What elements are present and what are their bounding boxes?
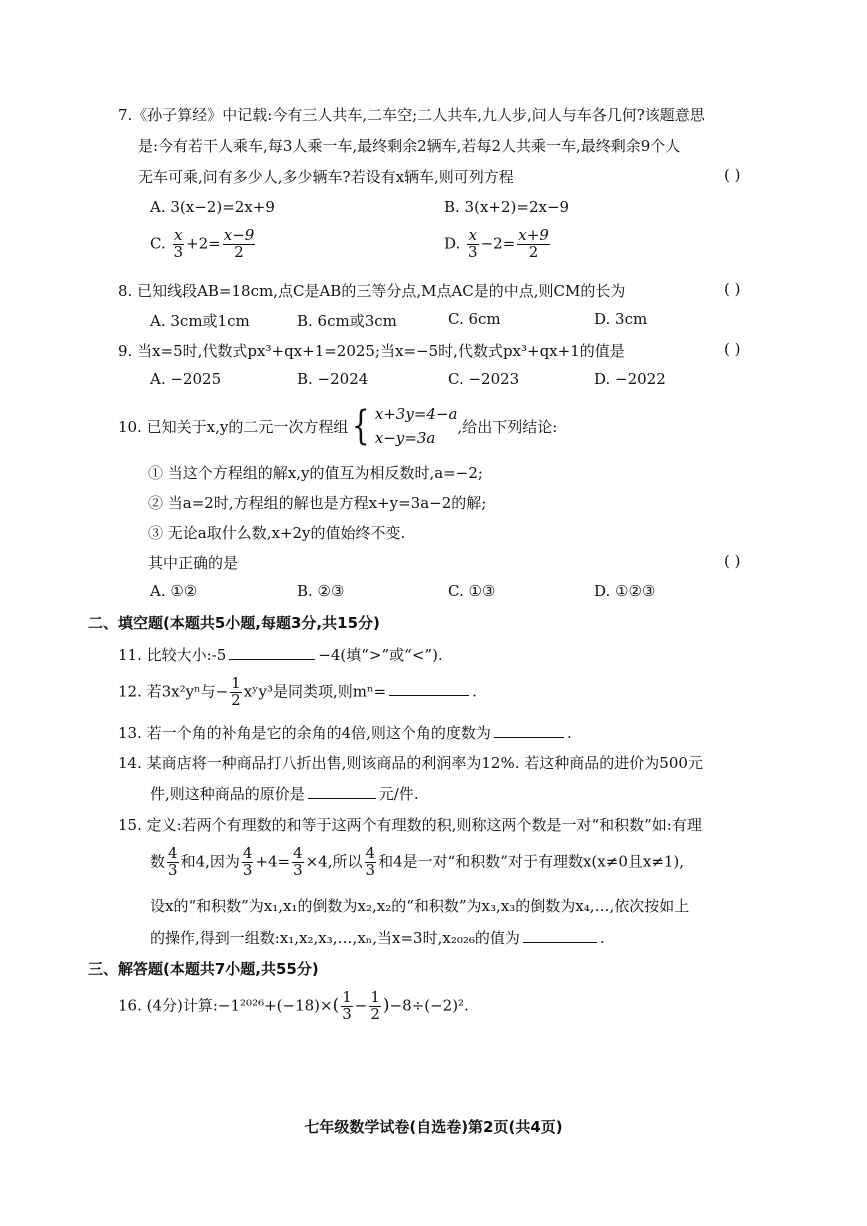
answer-blank[interactable]: [308, 797, 376, 799]
q16: 16. (4分)计算:−1²⁰²⁶+(−18)×( $\frac{1}{3}$ − $\frac{1}{2}$ )−8÷(−2)².: [118, 988, 469, 1023]
q10-option-d: D. ①②③: [594, 582, 656, 600]
fraction: $\frac{1}{3}$: [342, 988, 352, 1023]
brace-icon: {: [352, 403, 370, 449]
fraction: $\frac{4}{3}$: [168, 844, 178, 879]
q14-line1: 14. 某商店将一种商品打八折出售,则该商品的利润率为12%. 若这种商品的进价为500元: [118, 754, 703, 772]
q10-prompt: 其中正确的是: [148, 554, 239, 572]
fraction: $\frac{4}{3}$: [242, 844, 253, 879]
fraction: $\frac{x}{3}$: [468, 226, 478, 261]
fraction: $\frac{4}{3}$: [365, 844, 376, 879]
fraction: $\frac{1}{2}$: [231, 674, 241, 709]
answer-blank[interactable]: [523, 941, 597, 943]
page-footer: 七年级数学试卷(自选卷)第2页(共4页): [304, 1118, 563, 1136]
q12: 12. 若3x²yⁿ与− $\frac{1}{2}$ xʸy³是同类项,则mⁿ= .: [118, 674, 477, 709]
q9-option-c: C. −2023: [448, 370, 520, 388]
section-2-heading: 二、填空题(本题共5小题,每题3分,共15分): [88, 614, 380, 632]
answer-blank[interactable]: [494, 736, 564, 738]
q10-conclusion-2: ② 当a=2时,方程组的解也是方程x+y=3a−2的解;: [148, 494, 487, 512]
q7-option-d: D. $\frac{x}{3}$ −2= $\frac{x+9}{2}$: [444, 226, 549, 261]
q15-line2: 数 $\frac{4}{3}$ 和4,因为 $\frac{4}{3}$ +4= $\frac{4}{3}$ ×4,所以 $\frac{4}{3}$ 和4是一对“和积数”对于有理数x(x≠0且x≠1),: [150, 844, 685, 879]
equation-system: { x+3y=4−a x−y=3a: [352, 403, 458, 449]
fraction: $\frac{x}{3}$: [173, 226, 184, 261]
q8-option-c: C. 6cm: [448, 310, 501, 328]
q7-option-a: A. 3(x−2)=2x+9: [150, 198, 275, 216]
fraction: $\frac{4}{3}$: [293, 844, 303, 879]
q9-option-d: D. −2022: [594, 370, 666, 388]
fraction: $\frac{x-9}{2}$: [223, 226, 255, 261]
q10-conclusion-3: ③ 无论a取什么数,x+2y的值始终不变.: [148, 524, 406, 542]
q10-option-c: C. ①③: [448, 582, 496, 600]
q7-option-b: B. 3(x+2)=2x−9: [444, 198, 570, 216]
q9-option-b: B. −2024: [297, 370, 369, 388]
q10-answer-paren: ( ): [724, 552, 741, 570]
q9-option-a: A. −2025: [150, 370, 222, 388]
q15-line1: 15. 定义:若两个有理数的和等于这两个有理数的积,则称这两个数是一对“和积数”如:有理: [118, 816, 702, 834]
q7-line3: 无车可乘,问有多少人,多少辆车?若设有x辆车,则可列方程: [138, 168, 514, 186]
q9-stem: 9. 当x=5时,代数式px³+qx+1=2025;当x=−5时,代数式px³+qx+1的值是: [118, 342, 625, 360]
q15-line3: 设x的“和积数”为x₁,x₁的倒数为x₂,x₂的“和积数”为x₃,x₃的倒数为x₄,…,依次按如上: [150, 897, 690, 915]
q14-line2: 件,则这种商品的原价是 元/件.: [150, 785, 419, 803]
q8-option-b: B. 6cm或3cm: [297, 312, 397, 330]
q10-option-b: B. ②③: [297, 582, 345, 600]
q8-option-d: D. 3cm: [594, 310, 648, 328]
q7-option-c: C. $\frac{x}{3}$ +2= $\frac{x-9}{2}$: [150, 226, 255, 261]
fraction: $\frac{1}{2}$: [370, 988, 380, 1023]
q10-conclusion-1: ① 当这个方程组的解x,y的值互为相反数时,a=−2;: [148, 464, 483, 482]
q10-stem: 10. 已知关于x,y的二元一次方程组 { x+3y=4−a x−y=3a ,给出下列结论:: [118, 403, 558, 449]
q13: 13. 若一个角的补角是它的余角的4倍,则这个角的度数为 .: [118, 724, 572, 742]
q8-stem: 8. 已知线段AB=18cm,点C是AB的三等分点,M点AC是的中点,则CM的长为: [118, 282, 626, 300]
q8-option-a: A. 3cm或1cm: [150, 312, 250, 330]
fraction: $\frac{x+9}{2}$: [518, 226, 549, 261]
answer-blank[interactable]: [389, 694, 469, 696]
q8-answer-paren: ( ): [724, 280, 741, 298]
q9-answer-paren: ( ): [724, 340, 741, 358]
q10-option-a: A. ①②: [150, 582, 198, 600]
q11: 11. 比较大小:-5 −4(填“>”或“<”).: [118, 646, 443, 664]
q15-line4: 的操作,得到一组数:x₁,x₂,x₃,…,xₙ,当x=3时,x₂₀₂₆的值为 .: [150, 929, 605, 947]
section-3-heading: 三、解答题(本题共7小题,共55分): [88, 960, 319, 978]
q7-answer-paren: ( ): [724, 166, 741, 184]
answer-blank[interactable]: [229, 658, 315, 660]
q7-line1: 7.《孙子算经》中记载:今有三人共车,二车空;二人共车,九人步,问人与车各几何?该题意思: [118, 106, 705, 124]
q7-line2: 是:今有若干人乘车,每3人乘一车,最终剩余2辆车,若每2人共乘一车,最终剩余9个人: [138, 137, 681, 155]
